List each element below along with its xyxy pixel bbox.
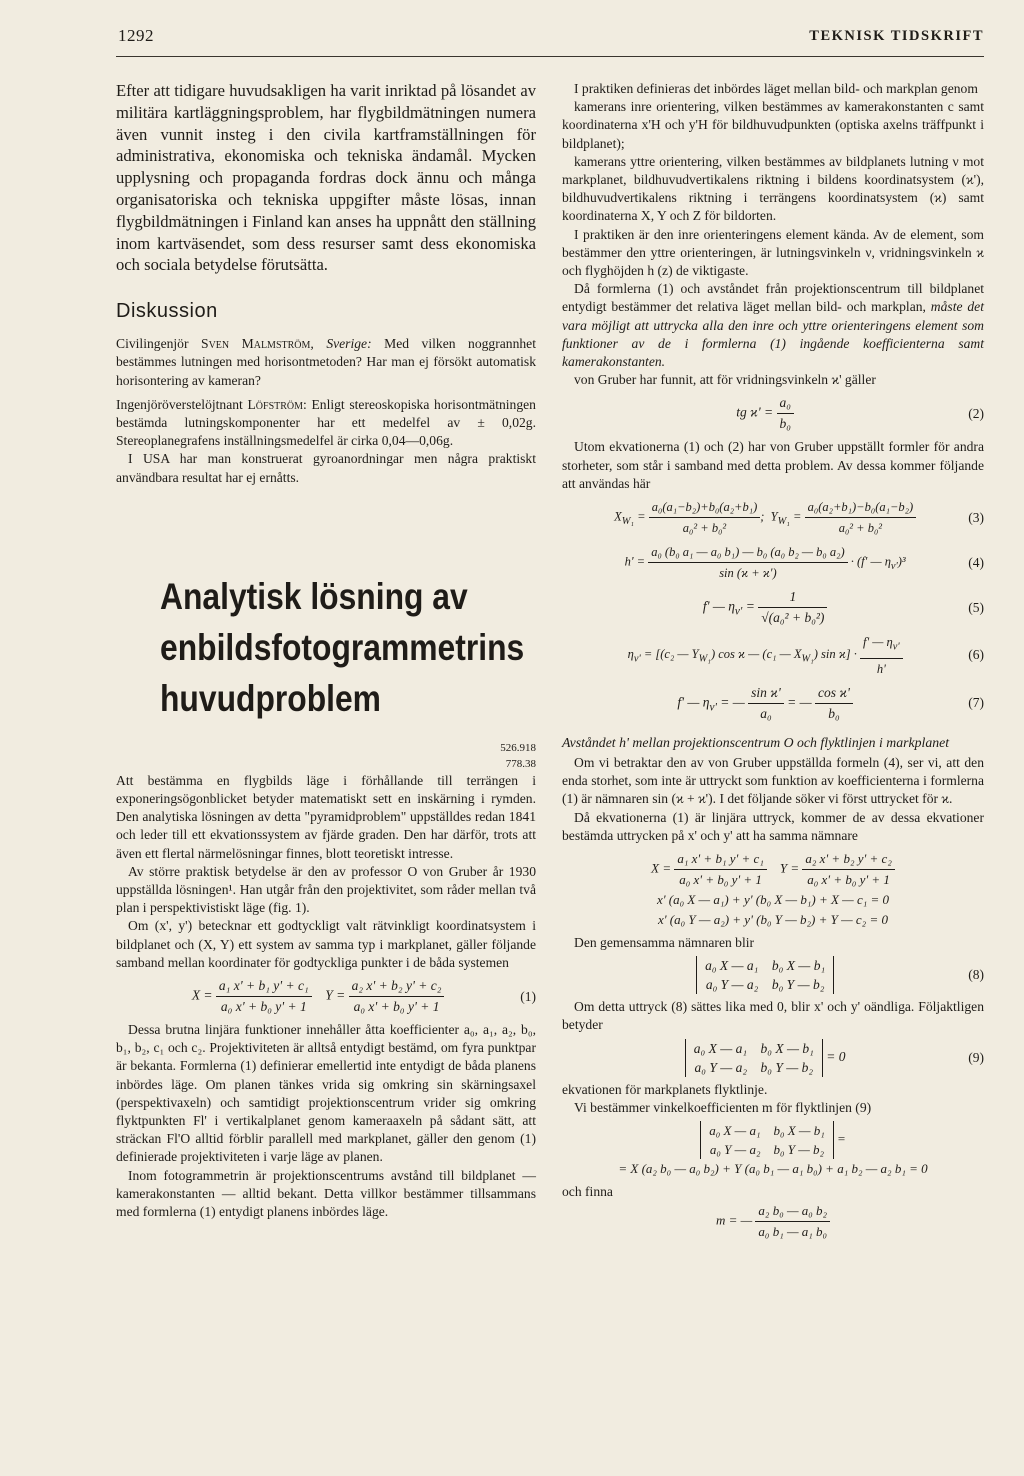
right-paragraph-13: Vi bestämmer vinkelkoefficienten m för flyktlinjen (9) [574, 1099, 872, 1115]
equation-9-body: a₀ X — a₁ b₀ X — b₁ a₀ Y — a₂ b₀ Y — b₂ = 0 [562, 1039, 968, 1077]
equation-m [562, 1121, 984, 1179]
right-paragraph-11: Om detta uttryck (8) sättes lika med 0, blir x' och y' oändliga. Följaktligen betyder [562, 999, 984, 1033]
udc-codes [116, 740, 536, 772]
right-paragraph-1: I praktiken definieras det inbördes läget mellan bild- och markplan genom [574, 81, 978, 96]
right-paragraph-2: kamerans inre orientering, vilken bestämmes av kamerakonstanten c samt koordinaterna x'H och y'H för bildhuvudpunkten (optiska axelns träffpunkt i bildplanet); [562, 99, 984, 151]
body-paragraph-4: Dessa brutna linjära funktioner innehåller åtta koefficienter a₀, a₁, a₂, b₀, b₁, b₂, c₁ och c₂. Projektiviteten är alltså entydigt bestämd, om fyra punktpar är bekanta. Formlerna (1) definierar emellertid inte entydigt de båda planens inbördes läge. Om planen tänkes vrida sig omkring sin skärningsaxel (perspektivaxeln) och samtidigt projektionscentrum vrider sig omkring flyktpunkten Fl' i vertikalplanet genom kameraaxeln på sådant sätt, att sträckan Fl'O alltid förblir parallell med markplanet, gäller den genom (1) definierade projektiviteten i varje läge av planen. [116, 1022, 536, 1165]
udc-code-1: 526.918 [500, 741, 536, 754]
equation-4 [562, 542, 984, 583]
right-paragraph-5 [562, 280, 984, 371]
equation-4-number: (4) [968, 554, 984, 570]
subheading: Avståndet h' mellan projektionscentrum O och flyktlinjen i markplanet [562, 734, 950, 750]
equation-8 [562, 956, 984, 994]
r5-plain: Då formlerna (1) och avståndet från projektionscentrum till bildplanet entydigt bestämmer det relativa läget mellan bild- och markplan, [562, 281, 984, 315]
right-paragraph-12: ekvationen för markplanets flyktlinje. [562, 1081, 768, 1097]
a-prefix: Ingenjöröverstelöjtnant [116, 396, 248, 412]
journal-title: TEKNISK TIDSKRIFT [809, 28, 984, 44]
a-text: : Enligt stereoskopiska horisontmätningen bestämda lutningskomponenter har ett medelfel av ± 0,02g. Stereoplanegrafens inställningsmedelfel är cirka 0,04—0,06g. [116, 396, 536, 449]
body-paragraph-3: Om (x', y') betecknar ett godtyckligt valt rätvinkligt koordinatsystem i bildplanet och (X, Y) ett system av samma typ i markplanet, gäller följande samband mellan koordinater för godtyckliga punkter i de båda systemen [116, 918, 536, 970]
a-name: Löfström [247, 396, 304, 412]
right-paragraph-4: I praktiken är den inre orienteringens element kända. Av de element, som bestämmer den yttre orienteringen, är lutningsvinkeln ν, vridningsvinkeln ϰ och flyghöjden h (z) de viktigaste. [562, 226, 984, 279]
equation-7-number: (7) [968, 695, 984, 711]
equation-5-body: f' — $\eta_{\nu'}$ = $\frac{1}{\text{√(a₀² + b₀²)}}$ [562, 587, 968, 628]
left-column [116, 80, 536, 1221]
equation-m-slope: m = — $\frac{\text{a₂ b₀ — a₀ b₂}}{\text{a₀ b₁ — a₁ b₀}}$ [562, 1201, 984, 1242]
right-column [562, 80, 984, 1246]
equation-xy-line-1: x' (a₀ X — a₁) + y' (b₀ X — b₁) + X — c₁ = 0 [656, 892, 890, 908]
title-line-2: enbildsfotogrammetrins [160, 626, 525, 668]
discussion-heading: Diskussion [116, 300, 218, 323]
right-paragraph-3: kamerans yttre orientering, vilken bestämmes av bildplanets lutning ν mot markplanet, bildhuvudvertikalens riktning i bildens koordinatsystem (ϰ'), bildhuvudvertikalens riktning i terrängens koordinatsystem (ϰ) samt koordinaterna X, Y och Z för bildorten. [562, 153, 984, 224]
right-paragraph-14: och finna [562, 1184, 613, 1200]
title-line-1: Analytisk lösning av [160, 575, 468, 617]
right-paragraph-10: Den gemensamma nämnaren blir [574, 935, 755, 951]
equation-5 [562, 587, 984, 628]
title-line-3: huvudproblem [160, 677, 381, 719]
equation-2-body: tg ϰ' = $\frac{\text{a₀}}{\text{b₀}}$ [562, 393, 968, 434]
page-number: 1292 [118, 26, 154, 45]
equation-6-body: $\eta_{\nu'} = [(c_2$ — $Y_{W_1}$) cos ϰ — (c₁ — $X_{W_1}$) sin ϰ] · $\frac{f' — \eta_{\nu'}}{h'}$ [562, 632, 968, 679]
udc-code-2: 778.38 [505, 757, 536, 770]
body-paragraph-1: Att bestämma en flygbilds läge i förhållande till terrängen i exponeringsögonblicket betyder matematiskt sett en inskärning i rymden. Den analytiska lösningen av detta "pyramidproblem" uppställdes redan 1841 och leder till ett ekvationssystem av fjärde graden. Den har därför, trots att även ett flertal närmelösningar finnes, blott teoretiskt intresse. [116, 772, 536, 861]
right-paragraph-9: Då ekvationerna (1) är linjära uttryck, kommer de av dessa ekvationer bestämda uttrycken på x' och y' att ha samma nämnare [562, 809, 984, 843]
equation-3-body: $X_{W_1}$ = $\frac{\text{a₀(a₁−b₂)+b₀(a₂+b₁)}}{\text{a₀² + b₀²}}$ ; $Y_{W_1}$ = $\frac{\text{a₀(a₂+b₁)−b₀(a₁−b₂)}}{\text{a₀² + b₀²}}$ [562, 497, 968, 538]
equation-6 [562, 632, 984, 679]
equation-8-body: a₀ X — a₁ b₀ X — b₁ a₀ Y — a₂ b₀ Y — b₂ [562, 956, 968, 994]
discussion-answer-2: I USA har man konstruerat gyroanordningar men några praktiskt användbara resultat har ej ernåtts. [116, 451, 536, 485]
discussion-answer [116, 396, 536, 451]
intro-paragraph: Efter att tidigare huvudsakligen ha varit inriktad på lösandet av militära kartläggningsproblem, har flygbildmätningen numera även vunnit insteg i den civila kartframställningen för administrativa, ekonomiska och tekniska ändamål. Mycken upplysning och propaganda fordras dock ännu och många organisatoriska och tekniska uppgifter måste lösas, innan flygbildmätningen i Finland kan anses ha uppnått den ställning inom kartväsendet, som dess resurser samt dess ekonomiska och sociala betydelse förutsätta. [116, 81, 536, 275]
equation-xy-line-2: x' (a₀ Y — a₂) + y' (b₀ Y — b₂) + Y — c₂ = 0 [658, 912, 888, 928]
q-name: Sven Malmström [201, 336, 311, 352]
equation-1-body: X = $\frac{\text{a₁ x' + b₁ y' + c₁}}{\text{a₀ x' + b₀ y' + 1}}$ Y = $\frac{\text{a₂ x' + b₂ y' + c₂}}{\text{a₀ x' + b₀ y' + 1}}$ [116, 976, 520, 1017]
equation-8-number: (8) [968, 967, 984, 983]
equation-xy-fractions: X = $\frac{\text{a₁ x' + b₁ y' + c₁}}{\text{a₀ x' + b₀ y' + 1}}$ Y = $\frac{\text{a₂ x' + b₂ y' + c₂}}{\text{a₀ x' + b₀ y' + 1}}$ [562, 849, 984, 890]
equation-2-number: (2) [968, 405, 984, 421]
q-text: Med vilken noggrannhet bestämmes lutningen med horisontmetoden? Har man ej försökt automatisk horisontering av kameran? [116, 336, 536, 388]
article-title [160, 571, 525, 724]
equation-7-body: f' — $\eta_{\nu'}$ = — $\frac{\text{sin ϰ'}}{\text{a₀}}$ = — $\frac{\text{cos ϰ'}}{\text{b₀}}$ [562, 683, 968, 724]
r5-italic: måste det vara möjligt att uttrycka alla den inre och yttre orienteringens element som funktioner av de i formlerna (1) ingående koefficienterna samt kamerakonstanten. [562, 299, 984, 370]
body-paragraph-5: Inom fotogrammetrin är projektionscentrums avstånd till bildplanet — kamerakonstanten — alltid bekant. Detta villkor bestämmer tillsammans med formlerna (1) entydigt planens inbördes läge. [116, 1167, 536, 1220]
right-paragraph-7: Utom ekvationerna (1) och (2) har von Gruber uppställt formler för andra storheter, som står i samband med detta problem. Av dessa kommer följande att användas här [562, 439, 984, 491]
equation-4-body: h' = $\frac{\text{a₀ (b₀ a₁ — a₀ b₁) — b₀ (a₀ b₂ — b₀ a₂)}}{\sin (ϰ + ϰ')}$ · (f' — $\eta_{\nu'})^3$ [562, 542, 968, 583]
equation-6-number: (6) [968, 647, 984, 663]
right-paragraph-8: Om vi betraktar den av von Gruber uppställda formeln (4), ser vi, att den enda storhet, som inte är uttryckt som funktion av koefficienterna i formlerna (1) är nämnaren sin (ϰ + ϰ'). I det följande söker vi först uttrycket för ϰ. [562, 755, 984, 807]
q-prefix: Civilingenjör [116, 336, 202, 352]
equation-m-det: a₀ X — a₁ b₀ X — b₁ a₀ Y — a₂ b₀ Y — b₂ = [562, 1121, 984, 1159]
equation-3 [562, 497, 984, 538]
right-paragraph-6: von Gruber har funnit, att för vridningsvinkeln ϰ' gäller [574, 372, 876, 388]
header-rule [116, 56, 984, 57]
body-paragraph-2: Av större praktisk betydelse är den av professor O von Gruber år 1930 uppställda lösningen¹. Han utgår från den projektivitet, som råder mellan två plan i perspektivistiskt läge (fig. 1). [116, 863, 536, 916]
equation-xy [562, 849, 984, 930]
q-country: , Sverige: [310, 336, 372, 352]
equation-7 [562, 683, 984, 724]
discussion-question [116, 335, 536, 390]
equation-5-number: (5) [968, 599, 984, 615]
equation-1 [116, 976, 536, 1017]
equation-9-number: (9) [968, 1049, 984, 1065]
equation-1-number: (1) [520, 988, 536, 1004]
equation-2 [562, 393, 984, 434]
equation-m-expanded: = X (a₂ b₀ — a₀ b₂) + Y (a₀ b₁ — a₁ b₀) + a₁ b₂ — a₂ b₁ = 0 [618, 1161, 928, 1177]
equation-9 [562, 1039, 984, 1077]
equation-3-number: (3) [968, 509, 984, 525]
